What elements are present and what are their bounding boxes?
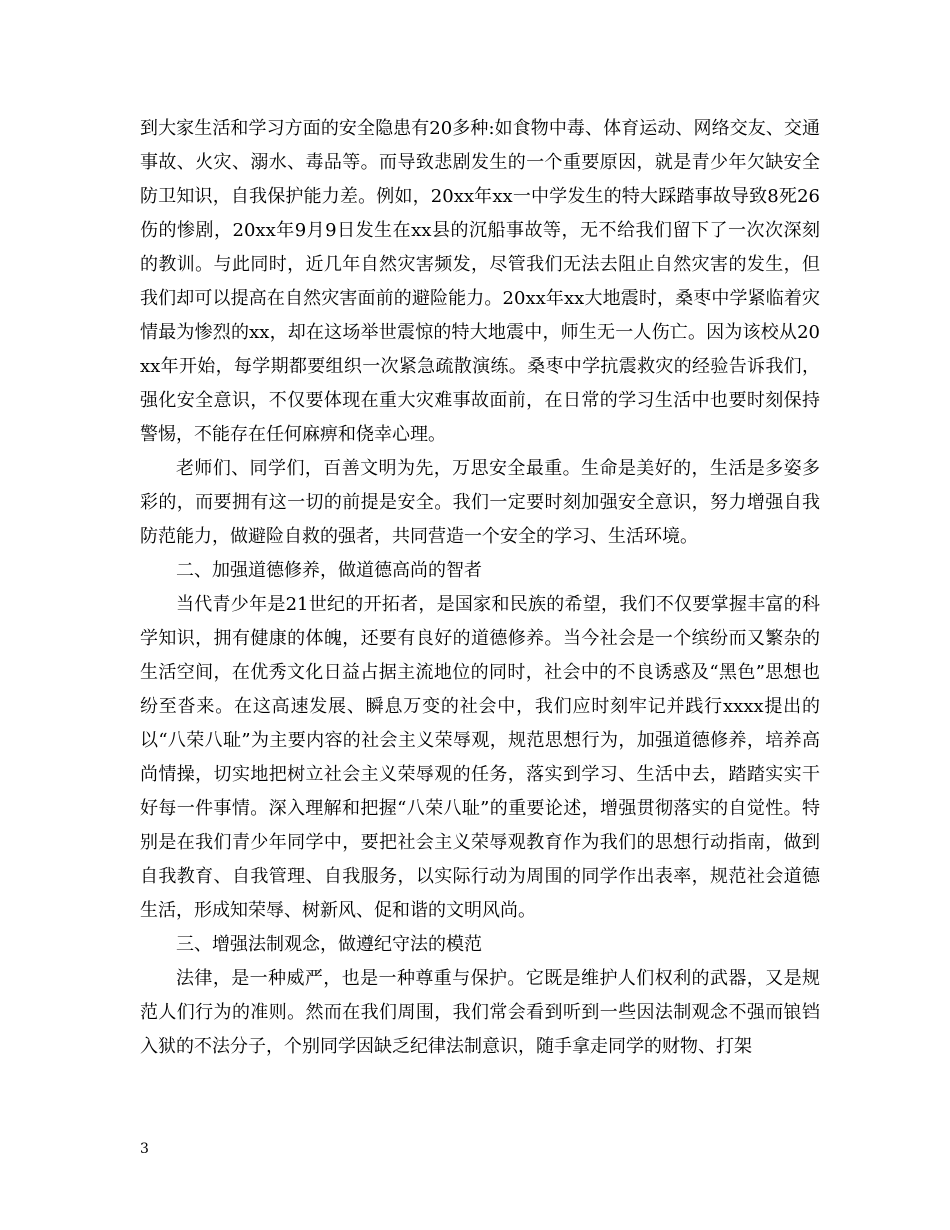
paragraph-4: 法律，是一种威严，也是一种尊重与保护。它既是维护人们权利的武器，又是规范人们行为的准则。然而在我们周围，我们常会看到听到一些因法制观念不强而锒铛入狱的不法分子，个别同学因缺乏纪律法制意识，随手拿走同学的财物、打架 <box>140 968 820 1057</box>
paragraph-2: 老师们、同学们，百善文明为先，万思安全最重。生命是美好的，生活是多姿多彩的，而要拥有这一切的前提是安全。我们一定要时刻加强安全意识，努力增强自我防范能力，做避险自救的强者，共同营造一个安全的学习、生活环境。 <box>140 458 820 547</box>
paragraph-3: 当代青少年是21世纪的开拓者，是国家和民族的希望，我们不仅要掌握丰富的科学知识，拥有健康的体魄，还要有良好的道德修养。当今社会是一个缤纷而又繁杂的生活空间，在优秀文化日益占据主流地位的同时，社会中的不良诱惑及“黑色”思想也纷至沓来。在这高速发展、瞬息万变的社会中，我们应时刻牢记并践行xxxx提出的以“八荣八耻”为主要内容的社会主义荣辱观，规范思想行为，加强道德修养，培养高尚情操，切实地把树立社会主义荣辱观的任务，落实到学习、生活中去，踏踏实实干好每一件事情。深入理解和把握“八荣八耻”的重要论述，增强贯彻落实的自觉性。特别是在我们青少年同学中，要把社会主义荣辱观教育作为我们的思想行动指南，做到自我教育、自我管理、自我服务，以实际行动为周围的同学作出表率，规范社会道德生活，形成知荣辱、树新风、促和谐的文明风尚。 <box>140 594 820 921</box>
section-heading-3: 三、增强法制观念，做遵纪守法的模范 <box>176 934 482 955</box>
document-body <box>140 112 820 1064</box>
section-heading-2: 二、加强道德修养，做道德高尚的智者 <box>176 560 482 581</box>
page-number: 3 <box>140 1141 149 1157</box>
paragraph-1: 到大家生活和学习方面的安全隐患有20多种:如食物中毒、体育运动、网络交友、交通事故、火灾、溺水、毒品等。而导致悲剧发生的一个重要原因，就是青少年欠缺安全防卫知识，自我保护能力差。例如，20xx年xx一中学发生的特大踩踏事故导致8死26伤的惨剧，20xx年9月9日发生在xx县的沉船事故等，无不给我们留下了一次次深刻的教训。与此同时，近几年自然灾害频发，尽管我们无法去阻止自然灾害的发生，但我们却可以提高在自然灾害面前的避险能力。20xx年xx大地震时，桑枣中学紧临着灾情最为惨烈的xx，却在这场举世震惊的特大地震中，师生无一人伤亡。因为该校从20xx年开始，每学期都要组织一次紧急疏散演练。桑枣中学抗震救灾的经验告诉我们，强化安全意识，不仅要体现在重大灾难事故面前，在日常的学习生活中也要时刻保持警惕，不能存在任何麻痹和侥幸心理。 <box>140 118 820 445</box>
